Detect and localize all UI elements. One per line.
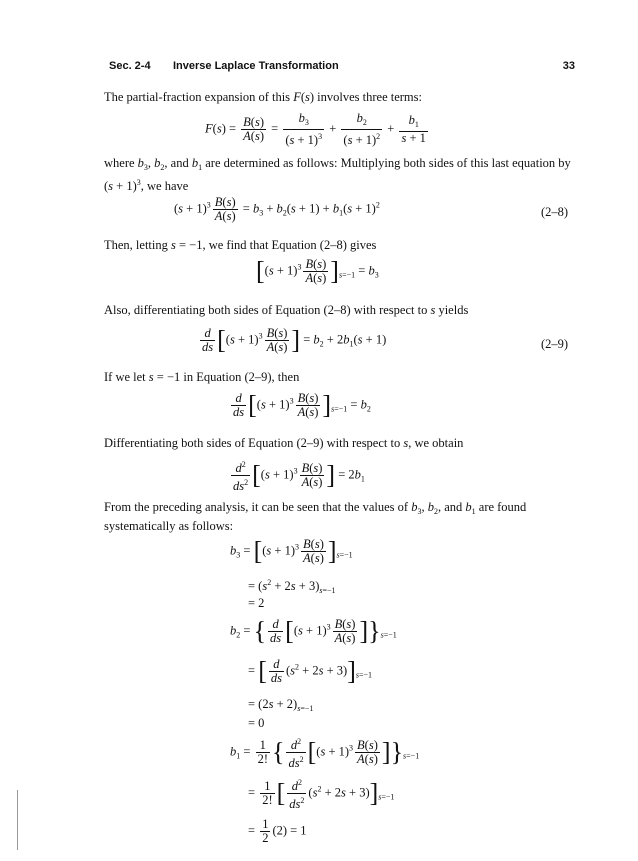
derivation-b2-line2: = [ $\frac{d}{ds}$ $(s^2 + 2s + 3)]_{s=-1}$ [248, 656, 373, 686]
derivation-b2-result: = 0 [248, 716, 265, 730]
derivation-b3-result: = 2 [248, 596, 265, 610]
derivation-b3-line2: = $(s^2 + 2s + 3)_{s=-1}$ [248, 578, 336, 595]
running-header [109, 60, 575, 76]
equation-b3-eval: [$(s + 1)^3$ $\frac{B(s)}{A(s)}$ ]$_{s=-1} = b_3$ [256, 256, 379, 286]
equation-b2-eval: $\frac{d}{ds}$ [$(s + 1)^3$ $\frac{B(s)}{A(s)}$ ]$_{s=-1} = b_2$ [233, 390, 371, 420]
equation-second-derivative: $\frac{d^2}{ds^2}$ [$(s + 1)^3$ $\frac{B(s)}{A(s)}$ ] = $2b_1$ [233, 460, 365, 493]
equation-2-8: $(s + 1)^3$ $\frac{B(s)}{A(s)}$ = $b_3 + b_2(s + 1) + b_1(s + 1)^2$ [174, 195, 380, 223]
paragraph-7: From the preceding analysis, it can be seen that the values of $b_3$, $b_2$, and $b_1$ are found systematically as follows: [104, 500, 527, 533]
derivation-b1-line2: = $\frac{1}{2!}$ [ $\frac{d^2}{ds^2}$ $(s^2 + 2s + 3)]_{s=-1}$ [248, 778, 395, 811]
paragraph-6: Differentiating both sides of Equation (2–9) with respect to s, we obtain [104, 436, 464, 450]
paragraph-3: Then, letting s = −1, we find that Equation (2–8) gives [104, 238, 377, 252]
equation-number-2-8: (2–8) [541, 205, 569, 219]
derivation-b1-line1: $b_1$ = $\frac{1}{2!}$ { $\frac{d^2}{ds^2}$ [$(s + 1)^3$ $\frac{B(s)}{A(s)}$ ]}$_{s=-1}$ [230, 737, 420, 770]
paragraph-4: Also, differentiating both sides of Equation (2–8) with respect to s yields [104, 303, 469, 317]
derivation-b2-line3: = $(2s + 2)_{s=-1}$ [248, 697, 314, 713]
derivation-b2-line1: $b_2$ = { $\frac{d}{ds}$ [$(s + 1)^3$ $\frac{B(s)}{A(s)}$ ]}$_{s=-1}$ [230, 616, 397, 646]
paragraph-5: If we let s = −1 in Equation (2–9), then [104, 370, 300, 384]
derivation-b1-result: = $\frac{1}{2}$ (2) = 1 [248, 817, 307, 845]
equation-partial-fraction: F(s) = $\frac{B(s)}{A(s)}$ = $\frac{b_3}{(s + 1)^3}$ + $\frac{b_2}{(s + 1)^2}$ + $\frac{b_1}{s + 1}$ [205, 111, 426, 147]
chapter-title: Inverse Laplace Transformation [173, 60, 339, 72]
paragraph-2: where $b_3$, $b_2$, and $b_1$ are determined as follows: Multiplying both sides of this last equation by $(s + 1)^3$, we have [104, 156, 571, 193]
derivation-b3-line1: $b_3 = [(s + 1)^3$ $\frac{B(s)}{A(s)}$ ]$_{s=-1}$ [230, 536, 353, 566]
page-number: 33 [562, 60, 575, 72]
section-label: Sec. 2-4 [109, 60, 151, 72]
equation-2-9: $\frac{d}{ds}$ [$(s + 1)^3$ $\frac{B(s)}{A(s)}$ ] = $b_2 + 2b_1(s + 1)$ [202, 325, 387, 355]
scan-edge-mark [17, 790, 18, 850]
paragraph-1: The partial-fraction expansion of this F(s) involves three terms: [104, 90, 422, 104]
equation-number-2-9: (2–9) [541, 337, 569, 351]
